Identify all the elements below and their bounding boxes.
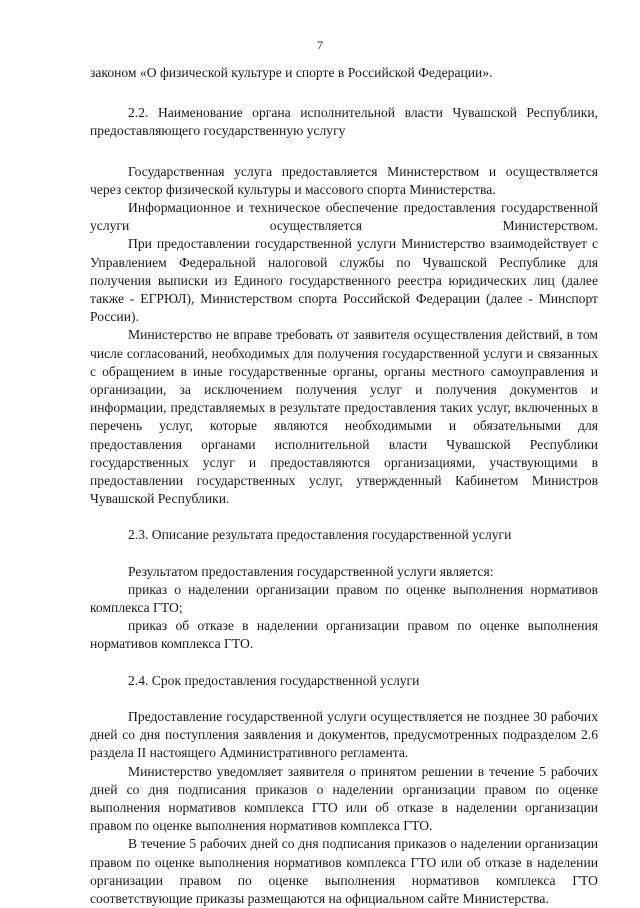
section-heading: 2.3. Описание результата предоставления государственной услуги (128, 527, 512, 543)
page-number: 7 (317, 38, 323, 52)
paragraph: Предоставление государственной услуги осуществляется не позднее 30 рабочих дней со дня поступления заявления и документов, предусмотренных подразделом 2.6 раздела II настоящего Административного регламента. (90, 708, 598, 761)
paragraph: приказ об отказе в наделении организации правом по оценке выполнения нормативов комплекса ГТО. (90, 618, 598, 652)
paragraph: приказ о наделении организации правом по оценке выполнения нормативов комплекса ГТО; (90, 581, 598, 616)
paragraph: Информационное и техническое обеспечение предоставления государственной услуги осуществляется Министерством. (90, 200, 598, 234)
paragraph: В течение 5 рабочих дней со дня подписания приказов о наделении организации правом по оценке выполнения нормативов комплекса ГТО или об отказе в наделении организации правом по оценке выполнения нормативов комплекса ГТО соответствующие приказы размещаются на официальном сайте Министерства. (90, 836, 598, 906)
document-body (90, 64, 598, 908)
section-heading: 2.4. Срок предоставления государственной услуги (128, 672, 420, 688)
paragraph: Государственная услуга предоставляется Министерством и осуществляется через сектор физической культуры и массового спорта Министерства. (90, 163, 598, 197)
paragraph: законом «О физической культуре и спорте в Российской Федерации». (90, 65, 493, 80)
paragraph: Министерство уведомляет заявителя о принятом решении в течение 5 рабочих дней со дня подписания приказов о наделении организации правом по оценке выполнения нормативов комплекса ГТО или об отказе в наделении организации правом по оценке выполнения нормативов комплекса ГТО. (90, 763, 598, 834)
paragraph: При предоставлении государственной услуги Министерство взаимодействует с Управлением Федеральной налоговой службы по Чувашской Республике для получения выписки из Единого государственного реестра юридических лиц (далее также - ЕГРЮЛ), Министерством спорта Российской Федерации (далее - Минспорт России). (90, 236, 598, 325)
section-heading: 2.2. Наименование органа исполнительной власти Чувашской Республики, предоставляющего государственную услугу (90, 105, 598, 139)
paragraph: Министерство не вправе требовать от заявителя осуществления действий, в том числе согласований, необходимых для получения государственной услуги и связанных с обращением в иные государственные органы, органы местного самоуправления и организации, за исключением получения услуг и получения документов и информации, представляемых в результате предоставления таких услуг, включенных в перечень услуг, которые являются необходимыми и обязательными для предоставления органами исполнительной власти Чувашской Республики государственных услуг и предоставляются организациями, участвующими в предоставлении государственных услуг, утвержденный Кабинетом Министров Чувашской Республики. (90, 327, 598, 507)
paragraph: Результатом предоставления государственной услуги является: (128, 563, 494, 579)
